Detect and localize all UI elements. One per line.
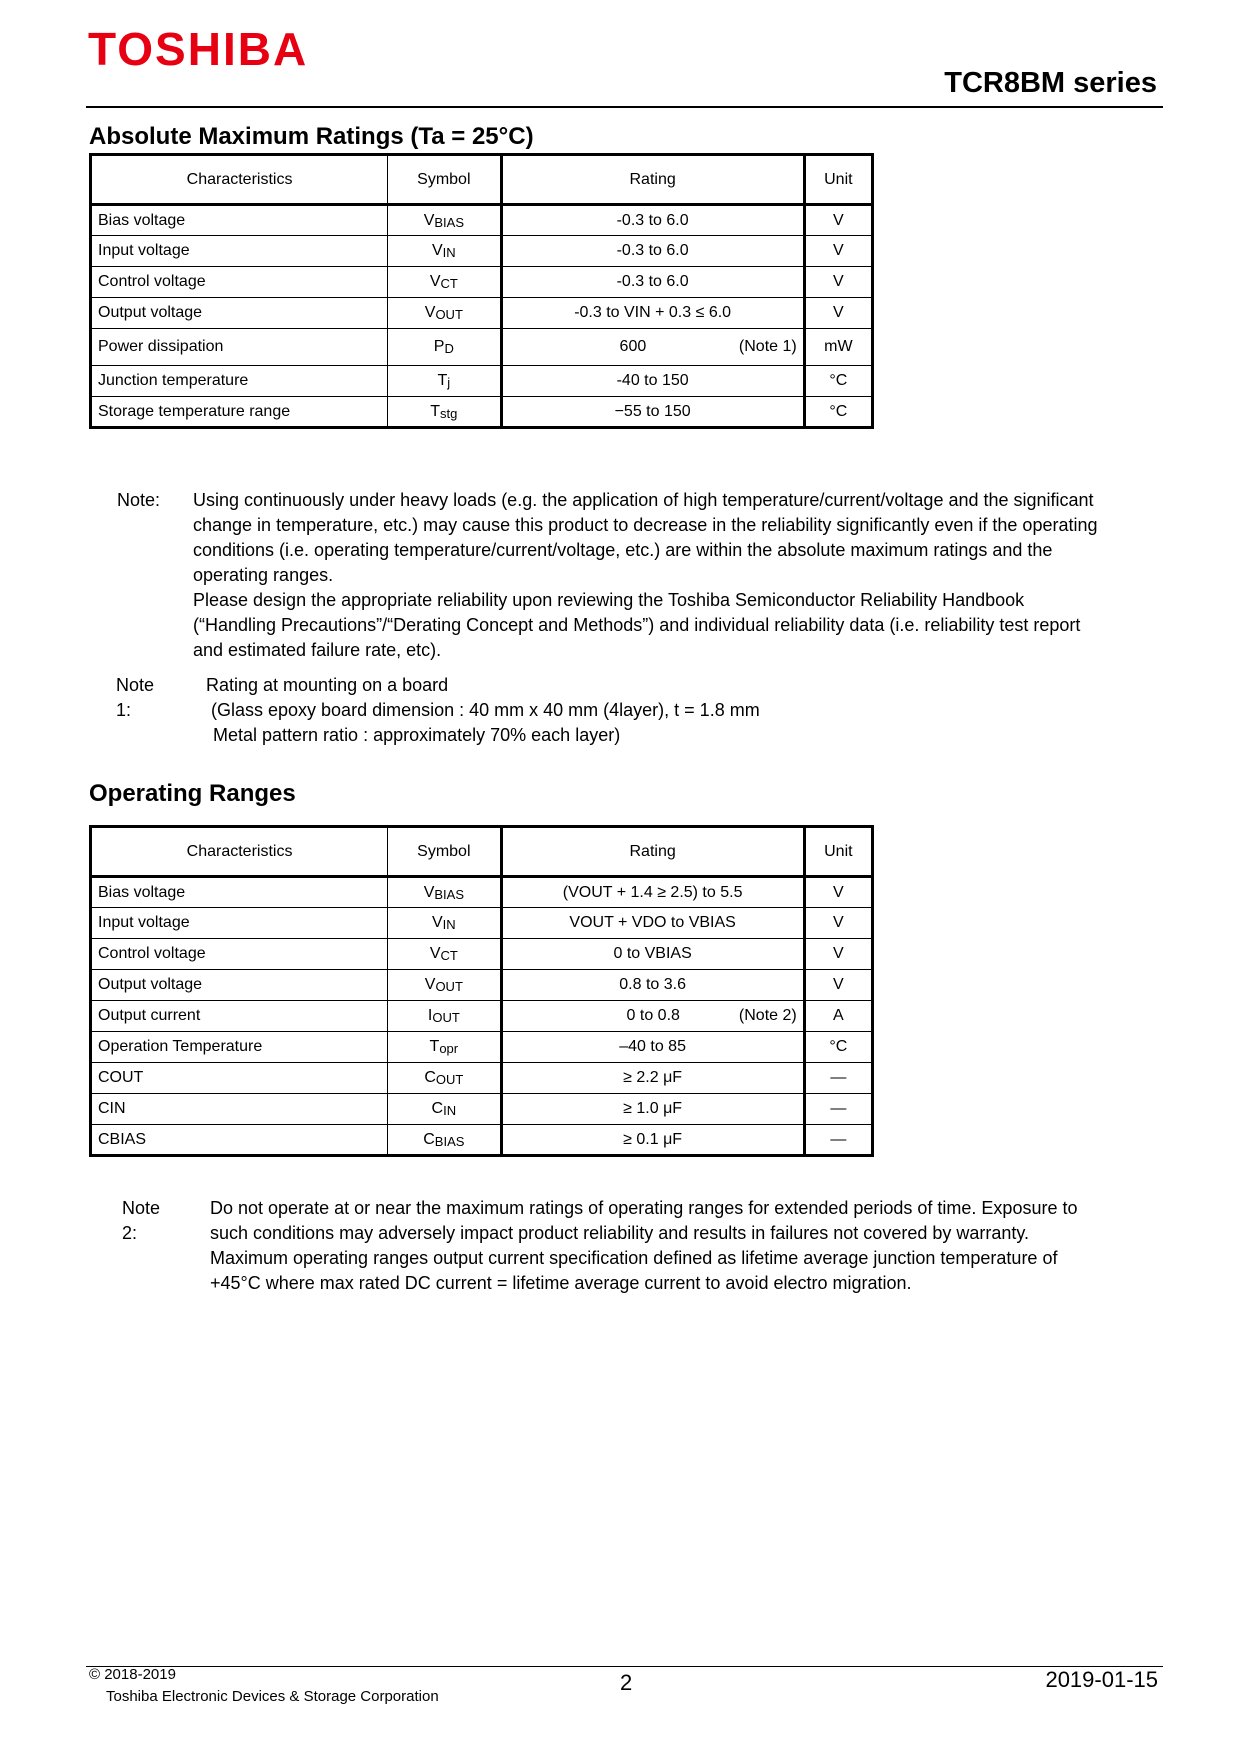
abs-max-table [89,153,874,429]
rating-cell: −55 to 150 [501,397,804,428]
unit-cell: A [804,1001,872,1032]
unit-cell: V [804,908,872,939]
table-row [91,939,873,970]
unit-cell: — [804,1094,872,1125]
rating-cell: -40 to 150 [501,366,804,397]
table-row [91,1063,873,1094]
unit-cell: V [804,298,872,329]
op-ranges-table [89,825,874,1157]
rating-value: 600 [619,338,647,355]
note-text: Using continuously under heavy loads (e.g. the application of high temperature/current/voltage and the significant change in temperature, etc.) may cause this product to decrease in the reliability significantly even if the operating conditions (i.e. operating temperature/current/voltage, etc.) are within the absolute maximum ratings and the operating ranges. Please design the appropriate reliability upon reviewing the Toshiba Semiconductor Reliability Handbook (“Handling Precautions”/“Derating Concept and Methods”) and individual reliability data (i.e. reliability test report and estimated failure rate, etc). [193,490,1098,660]
table-header-row [91,155,873,205]
copyright-years: © 2018-2019 [89,1666,176,1683]
rating-cell: -0.3 to VIN + 0.3 ≤ 6.0 [501,298,804,329]
page-number: 2 [620,1670,633,1695]
characteristic-cell: Bias voltage [91,205,388,236]
note-2-text: Do not operate at or near the maximum ratings of operating ranges for extended periods of time. Exposure to such conditions may adversely impact product reliability and results in failures not covered by warranty. Maximum operating ranges output current specification defined as lifetime average junction temperature of +45°C where max rated DC current = lifetime average current to avoid electro migration. [210,1198,1078,1293]
characteristic-cell: Storage temperature range [91,397,388,428]
table-row [91,205,873,236]
col-symbol: Symbol [388,827,501,877]
rating-cell: ≥ 2.2 μF [501,1063,804,1094]
col-symbol: Symbol [388,155,501,205]
table-row [91,236,873,267]
rating-value: 0 to 0.8 [626,1007,680,1024]
characteristic-cell: Output voltage [91,970,388,1001]
toshiba-logo: TOSHIBA [88,23,309,75]
note-1-label: Note 1: [116,675,155,720]
unit-cell: V [804,939,872,970]
revision-date: 2019-01-15 [1045,1667,1158,1692]
characteristic-cell: Control voltage [91,939,388,970]
unit-cell: — [804,1125,872,1156]
unit-cell: V [804,877,872,908]
col-unit: Unit [804,155,872,205]
symbol-cell: VBIAS [388,877,501,908]
symbol-cell: VOUT [388,298,501,329]
rating-note-ref: (Note 2) [738,1007,797,1024]
table-row [91,397,873,428]
characteristic-cell: Junction temperature [91,366,388,397]
symbol-cell: Tstg [388,397,501,428]
rating-with-note [509,1007,797,1025]
abs-max-title: Absolute Maximum Ratings (Ta = 25°C) [89,123,534,150]
symbol-cell: COUT [388,1063,501,1094]
characteristic-cell: Operation Temperature [91,1032,388,1063]
table-row [91,877,873,908]
symbol-cell: IOUT [388,1001,501,1032]
header-divider [86,106,1163,108]
footer-copyright [89,1664,439,1708]
unit-cell: °C [804,1032,872,1063]
col-characteristics: Characteristics [91,155,388,205]
unit-cell: V [804,236,872,267]
symbol-cell: VIN [388,908,501,939]
table-row [91,970,873,1001]
symbol-cell: VOUT [388,970,501,1001]
symbol-cell: CIN [388,1094,501,1125]
rating-cell: -0.3 to 6.0 [501,236,804,267]
rating-cell: VOUT + VDO to VBIAS [501,908,804,939]
table-header-row [91,827,873,877]
rating-cell: (VOUT + 1.4 ≥ 2.5) to 5.5 [501,877,804,908]
unit-cell: V [804,205,872,236]
table-row [91,329,873,366]
note-2-label: Note 2: [122,1198,161,1243]
symbol-cell: VBIAS [388,205,501,236]
table-row [91,298,873,329]
rating-cell: ≥ 0.1 μF [501,1125,804,1156]
rating-cell [501,329,804,366]
symbol-cell: PD [388,329,501,366]
op-ranges-title: Operating Ranges [89,780,296,807]
series-title: TCR8BM series [944,67,1157,99]
table-row [91,267,873,298]
note-1-text: Rating at mounting on a board (Glass epoxy board dimension : 40 mm x 40 mm (4layer), t = 1.8 mm Metal pattern ratio : approximately 70% each layer) [206,675,760,745]
table-row [91,1032,873,1063]
characteristic-cell: Input voltage [91,236,388,267]
rating-cell: -0.3 to 6.0 [501,267,804,298]
symbol-cell: VCT [388,267,501,298]
characteristic-cell: COUT [91,1063,388,1094]
characteristic-cell: Power dissipation [91,329,388,366]
characteristic-cell: Input voltage [91,908,388,939]
rating-cell: 0.8 to 3.6 [501,970,804,1001]
unit-cell: °C [804,366,872,397]
col-rating: Rating [501,827,804,877]
symbol-cell: Tj [388,366,501,397]
note-label: Note: [117,490,161,510]
characteristic-cell: Output current [91,1001,388,1032]
table-row [91,908,873,939]
rating-with-note [509,338,797,356]
unit-cell: V [804,267,872,298]
rating-cell [501,1001,804,1032]
symbol-cell: VCT [388,939,501,970]
rating-note-ref: (Note 1) [738,338,797,355]
unit-cell: V [804,970,872,1001]
symbol-cell: Topr [388,1032,501,1063]
rating-cell: –40 to 85 [501,1032,804,1063]
unit-cell: °C [804,397,872,428]
symbol-cell: CBIAS [388,1125,501,1156]
characteristic-cell: Control voltage [91,267,388,298]
rating-cell: ≥ 1.0 μF [501,1094,804,1125]
table-row [91,1094,873,1125]
rating-cell: 0 to VBIAS [501,939,804,970]
table-row [91,366,873,397]
characteristic-cell: CIN [91,1094,388,1125]
col-unit: Unit [804,827,872,877]
rating-cell: -0.3 to 6.0 [501,205,804,236]
symbol-cell: VIN [388,236,501,267]
table-row [91,1001,873,1032]
characteristic-cell: Output voltage [91,298,388,329]
unit-cell: — [804,1063,872,1094]
unit-cell: mW [804,329,872,366]
characteristic-cell: Bias voltage [91,877,388,908]
col-characteristics: Characteristics [91,827,388,877]
table-row [91,1125,873,1156]
characteristic-cell: CBIAS [91,1125,388,1156]
company-name: Toshiba Electronic Devices & Storage Corporation [106,1688,439,1705]
col-rating: Rating [501,155,804,205]
